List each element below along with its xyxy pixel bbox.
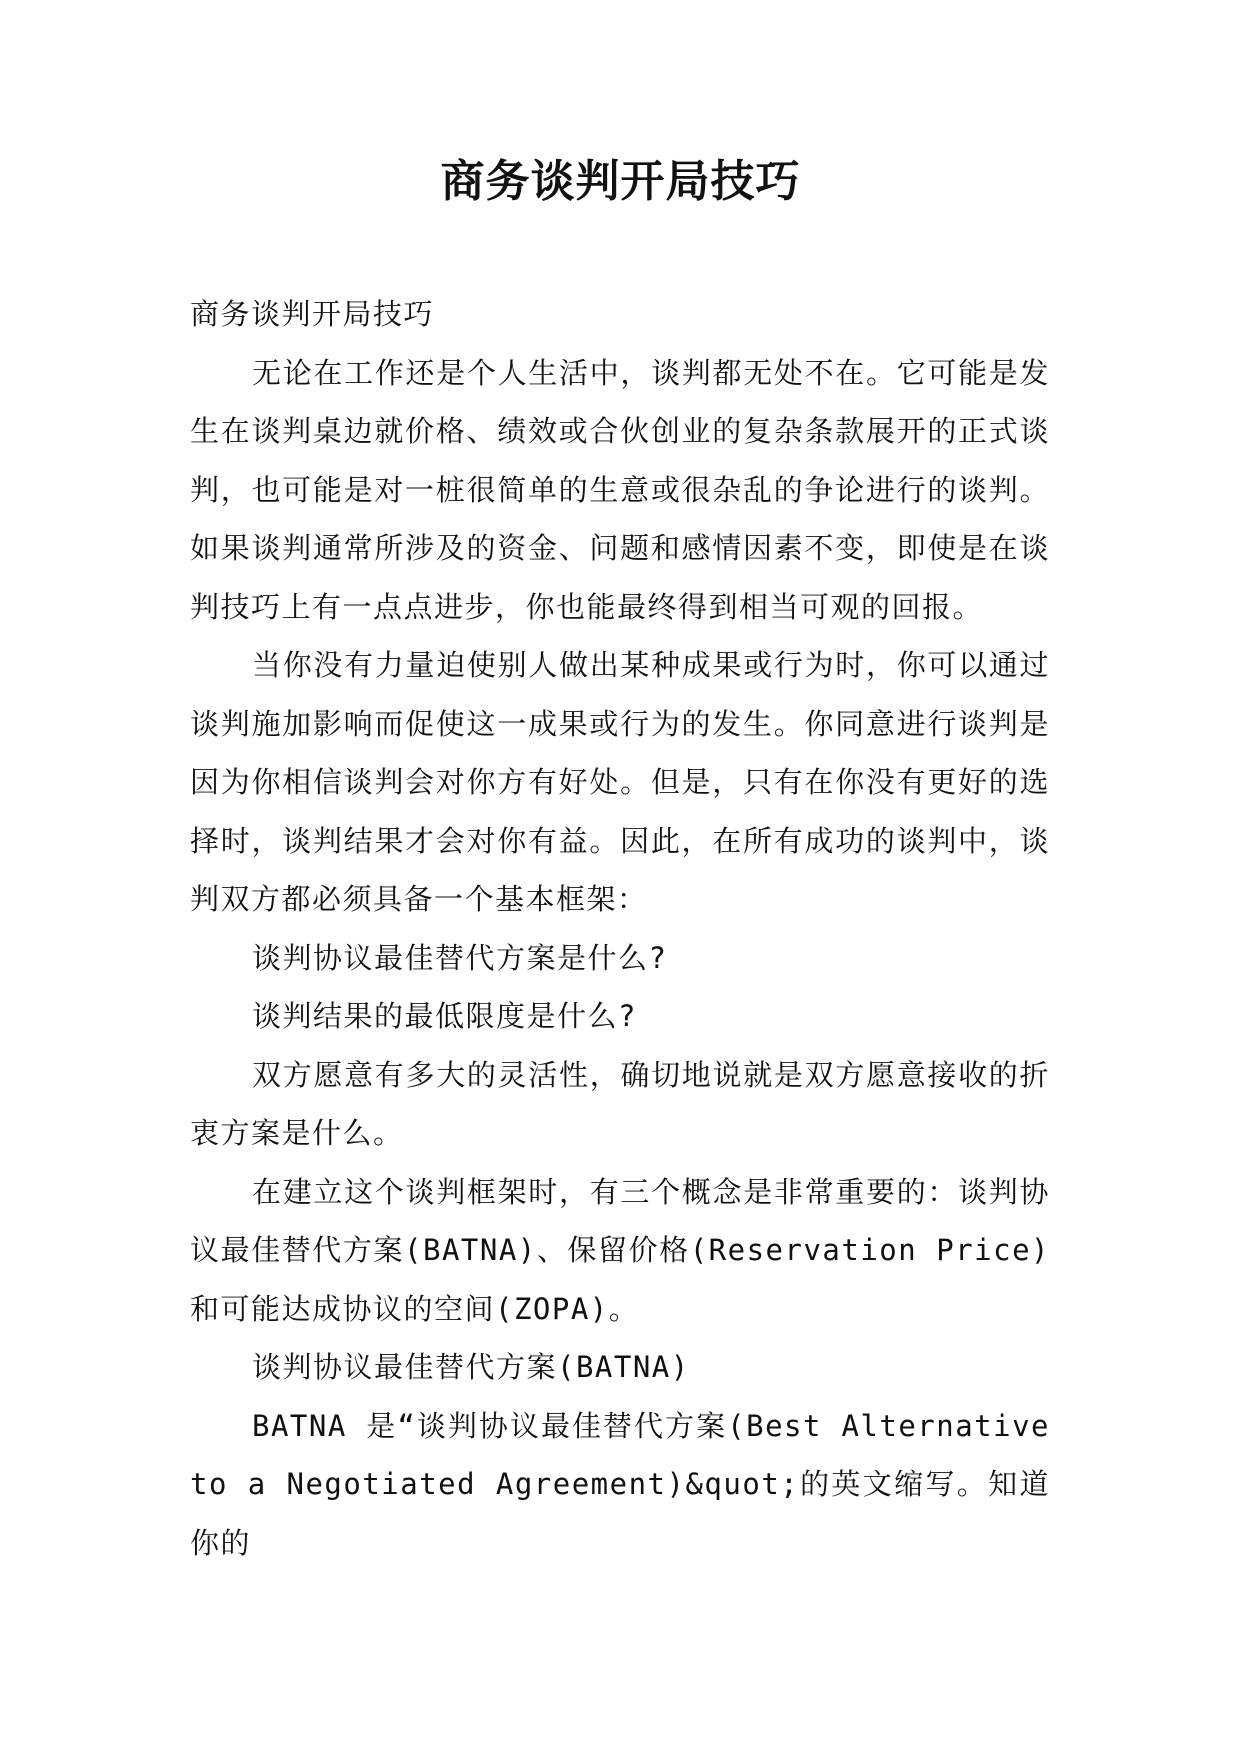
question-flexibility: 双方愿意有多大的灵活性，确切地说就是双方愿意接收的折衷方案是什么。 <box>190 1057 1050 1150</box>
paragraph-concepts: 在建立这个谈判框架时，有三个概念是非常重要的：谈判协议最佳替代方案(BATNA)、保留价格(Reservation Price)和可能达成协议的空间(ZOPA)。 <box>190 1174 1050 1326</box>
question-batna: 谈判协议最佳替代方案是什么? <box>252 940 668 975</box>
paragraph-batna-definition: BATNA 是“谈判协议最佳替代方案(Best Alternative to a Negotiated Agreement)&quot;的英文缩写。知道你的 <box>190 1408 1050 1560</box>
section-heading-batna: 谈判协议最佳替代方案(BATNA) <box>252 1350 690 1384</box>
paragraph-intro: 无论在工作还是个人生活中，谈判都无处不在。它可能是发生在谈判桌边就价格、绩效或合伙创业的复杂条款展开的正式谈判，也可能是对一桩很简单的生意或很杂乱的争论进行的谈判。如果谈判通常所涉及的资金、问题和感情因素不变，即使是在谈判技巧上有一点点进步，你也能最终得到相当可观的回报。 <box>190 355 1050 624</box>
document-title: 商务谈判开局技巧 <box>440 156 801 207</box>
question-minimum: 谈判结果的最低限度是什么? <box>252 999 637 1033</box>
document-body <box>190 285 1050 1572</box>
paragraph-framework: 当你没有力量迫使别人做出某种成果或行为时，你可以通过谈判施加影响而促使这一成果或行为的发生。你同意进行谈判是因为你相信谈判会对你方有好处。但是，只有在你没有更好的选择时，谈判结果才会对你有益。因此，在所有成功的谈判中，谈判双方都必须具备一个基本框架： <box>190 648 1050 916</box>
body-heading: 商务谈判开局技巧 <box>190 297 435 331</box>
